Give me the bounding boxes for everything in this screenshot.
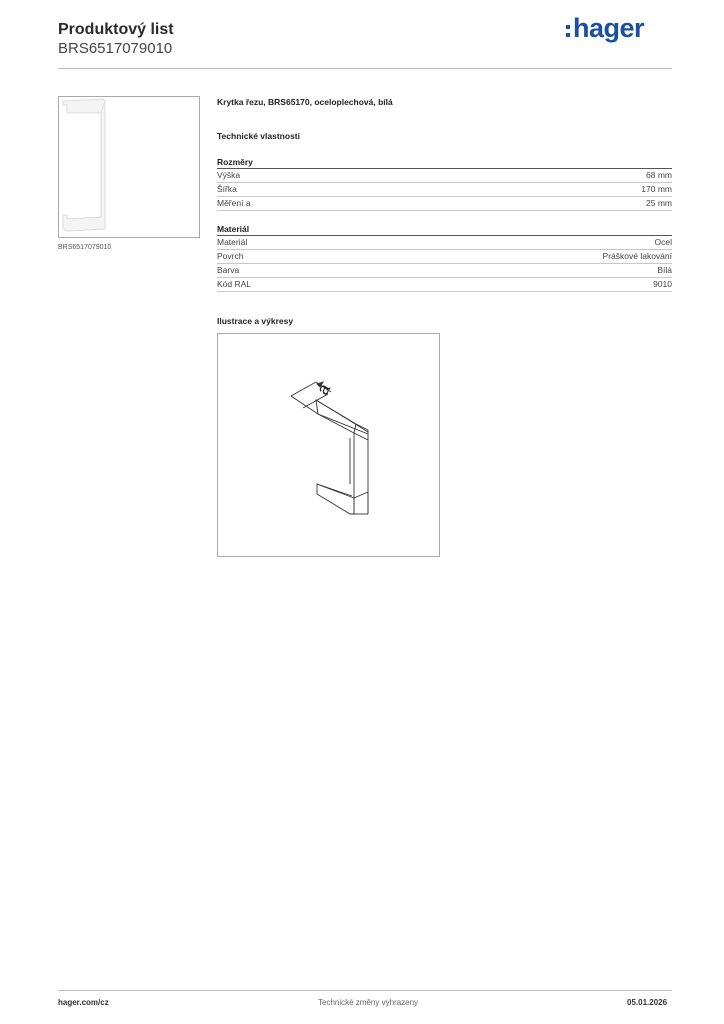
row-value: Ocel xyxy=(654,237,672,247)
footer-note: Technické změny vyhrazeny xyxy=(318,998,419,1007)
technical-drawing xyxy=(217,333,440,557)
logo-text: hager xyxy=(573,13,645,43)
product-name: Krytka řezu, BRS65170, oceloplechová, bílá xyxy=(217,97,393,107)
table-row xyxy=(217,197,672,211)
row-value: 9010 xyxy=(653,279,672,289)
row-label: Měření a xyxy=(217,198,251,208)
row-value: Práškové lakování xyxy=(602,251,672,261)
footer-website-link[interactable]: hager.com/cz xyxy=(58,998,109,1007)
table-row xyxy=(217,236,672,250)
row-value: Bílá xyxy=(657,265,672,275)
table-row xyxy=(217,183,672,197)
dimensions-title: Rozměry xyxy=(217,157,253,167)
cover-drawing-icon xyxy=(218,334,439,556)
row-label: Barva xyxy=(217,265,240,275)
table-row xyxy=(217,250,672,264)
technical-section-title: Technické vlastnosti xyxy=(217,131,300,141)
row-label: Šířka xyxy=(217,184,237,194)
page-title: Produktový list xyxy=(58,21,174,38)
header-divider xyxy=(58,68,672,69)
product-code: BRS6517079010 xyxy=(58,40,173,57)
material-title: Materiál xyxy=(217,224,250,234)
table-row xyxy=(217,264,672,278)
table-row xyxy=(217,278,672,292)
row-label: Povrch xyxy=(217,251,244,261)
illustrations-title: Ilustrace a výkresy xyxy=(217,316,294,326)
row-label: Materiál xyxy=(217,237,248,247)
thumbnail-caption: BRS6517079010 xyxy=(58,244,112,251)
dimension-label: a xyxy=(313,380,335,398)
footer-divider xyxy=(58,990,672,991)
footer-date: 05.01.2026 xyxy=(627,998,668,1007)
product-photo-icon xyxy=(59,97,199,237)
row-value: 170 mm xyxy=(641,184,672,194)
row-label: Výška xyxy=(217,170,241,180)
row-value: 25 mm xyxy=(646,198,672,208)
table-row xyxy=(217,169,672,183)
logo-dots-icon xyxy=(566,23,571,41)
row-label: Kód RAL xyxy=(217,279,252,289)
product-thumbnail xyxy=(58,96,200,238)
row-value: 68 mm xyxy=(646,170,672,180)
